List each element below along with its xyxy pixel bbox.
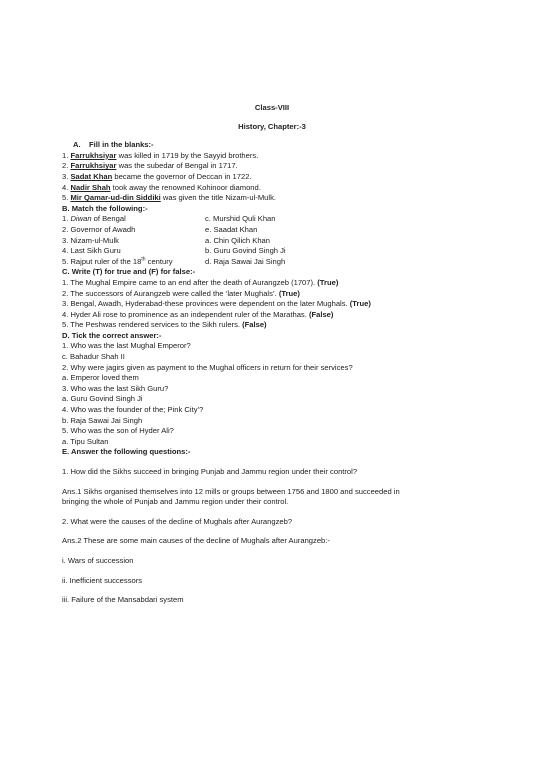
true-false-item: 2. The successors of Aurangzeb were called the ‘later Mughals’. (True) bbox=[62, 288, 300, 298]
answer-1-line-2: bringing the whole of Punjab and Jammu region under their control. bbox=[62, 497, 289, 507]
fill-item: 2. Farrukhsiyar was the subedar of Bengal in 1717. bbox=[62, 161, 238, 171]
section-d-title: D. Tick the correct answer:- bbox=[62, 330, 162, 340]
document-content bbox=[62, 103, 482, 606]
cause-item: iii. Failure of the Mansabdari system bbox=[62, 595, 184, 605]
section-e-title: E. Answer the following questions:- bbox=[62, 447, 191, 457]
fill-item: 3. Sadat Khan became the governor of Deccan in 1722. bbox=[62, 171, 252, 181]
answer-line: b. Raja Sawai Jai Singh bbox=[62, 415, 143, 425]
section-b-title: B. Match the following:- bbox=[62, 203, 148, 213]
match-row: 2. Governor of Awadh e. Saadat Khan bbox=[62, 224, 258, 234]
cause-item: ii. Inefficient successors bbox=[62, 575, 143, 585]
question-2: 2. What were the causes of the decline of Mughals after Aurangzeb? bbox=[62, 516, 293, 526]
cause-item: i. Wars of succession bbox=[62, 555, 134, 565]
class-heading: Class-VIII bbox=[254, 103, 290, 112]
question-line: 1. Who was the last Mughal Emperor? bbox=[62, 341, 191, 351]
match-row: 5. Rajput ruler of the 18th century d. Raja Sawai Jai Singh bbox=[62, 256, 286, 266]
answer-1-line-1: Ans.1 Sikhs organised themselves into 12 mills or groups between 1756 and 1800 and succeeded in bbox=[62, 486, 400, 496]
match-row: 1. Diwan of Bengal c. Murshid Quli Khan bbox=[62, 214, 276, 224]
true-false-item: 4. Hyder Ali rose to prominence as an independent ruler of the Marathas. (False) bbox=[62, 309, 334, 319]
question-line: 3. Who was the last Sikh Guru? bbox=[62, 383, 169, 393]
answer-line: a. Guru Govind Singh Ji bbox=[62, 394, 143, 404]
answer-line: c. Bahadur Shah II bbox=[62, 352, 125, 362]
question-line: 4. Who was the founder of the; Pink City’? bbox=[62, 405, 204, 415]
answer-2: Ans.2 These are some main causes of the decline of Mughals after Aurangzeb:- bbox=[62, 536, 330, 546]
subject-heading: History, Chapter:-3 bbox=[238, 121, 306, 131]
section-a-title: A. Fill in the blanks:- bbox=[73, 140, 154, 150]
question-line: 5. Who was the son of Hyder Ali? bbox=[62, 426, 174, 436]
answer-line: a. Tipu Sultan bbox=[62, 436, 109, 446]
true-false-item: 1. The Mughal Empire came to an end after the death of Aurangzeb (1707). (True) bbox=[62, 277, 339, 287]
true-false-item: 5. The Peshwas rendered services to the Sikh rulers. (False) bbox=[62, 320, 267, 330]
match-row: 4. Last Sikh Guru b. Guru Govind Singh Ji bbox=[62, 246, 286, 256]
fill-item: 5. Mir Qamar-ud-din Siddiki was given the title Nizam-ul-Mulk. bbox=[62, 193, 276, 203]
match-row: 3. Nizam-ul-Mulk a. Chin Qilich Khan bbox=[62, 235, 271, 245]
fill-item: 4. Nadir Shah took away the renowned Kohinoor diamond. bbox=[62, 182, 261, 192]
fill-item: 1. Farrukhsiyar was killed in 1719 by the Sayyid brothers. bbox=[62, 150, 259, 160]
answer-line: a. Emperor loved them bbox=[62, 373, 139, 383]
question-line: 2. Why were jagirs given as payment to the Mughal officers in return for their services? bbox=[62, 362, 353, 372]
section-c-title: C. Write (T) for true and (F) for false:- bbox=[62, 267, 196, 277]
question-1: 1. How did the Sikhs succeed in bringing Punjab and Jammu region under their control? bbox=[62, 467, 358, 476]
true-false-item: 3. Bengal, Awadh, Hyderabad-these provinces were dependent on the later Mughals. (True) bbox=[62, 299, 371, 309]
